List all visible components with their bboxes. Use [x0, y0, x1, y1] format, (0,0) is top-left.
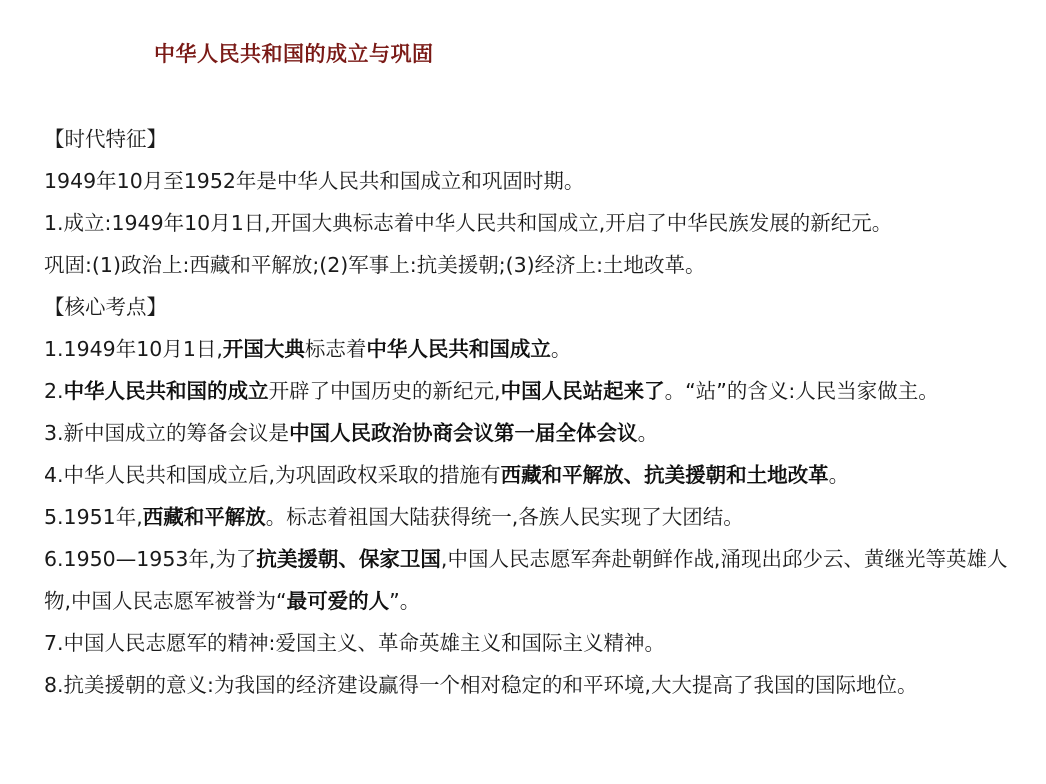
text: 。标志着祖国大陆获得统一,各族人民实现了大团结。 [265, 505, 744, 529]
text: 1.1949年10月1日, [44, 337, 223, 361]
era-paragraph-3: 巩固:(1)政治上:西藏和平解放;(2)军事上:抗美援朝;(3)经济上:土地改革。 [44, 253, 706, 277]
keypoint-6 [44, 538, 1029, 622]
text: 3.新中国成立的筹备会议是 [44, 421, 290, 445]
keypoint-8: 8.抗美援朝的意义:为我国的经济建设赢得一个相对稳定的和平环境,大大提高了我国的国际地位。 [44, 673, 918, 697]
text: 6.1950—1953年,为了 [44, 547, 257, 571]
page-title: 中华人民共和国的成立与巩固 [154, 42, 434, 66]
bold-text: 中华人民共和国的成立 [63, 379, 269, 403]
keypoint-3 [44, 412, 1029, 454]
bold-text: 中国人民政治协商会议第一届全体会议 [289, 421, 638, 445]
bold-text: 最可爱的人 [286, 589, 390, 613]
era-paragraph-2: 1.成立:1949年10月1日,开国大典标志着中华人民共和国成立,开启了中华民族发展的新纪元。 [44, 211, 893, 235]
section-heading-era: 【时代特征】 [44, 127, 167, 151]
text: ”。 [389, 589, 421, 613]
bold-text: 中国人民站起来了 [500, 379, 665, 403]
text: 。 [550, 337, 572, 361]
era-paragraph-1: 1949年10月至1952年是中华人民共和国成立和巩固时期。 [44, 169, 585, 193]
text: 4.中华人民共和国成立后,为巩固政权采取的措施有 [44, 463, 501, 487]
text: 标志着 [304, 337, 367, 361]
keypoint-4 [44, 454, 1029, 496]
bold-text: 抗美援朝、保家卫国 [256, 547, 441, 571]
bold-text: 西藏和平解放、抗美援朝和土地改革 [500, 463, 829, 487]
keypoint-7: 7.中国人民志愿军的精神:爱国主义、革命英雄主义和国际主义精神。 [44, 631, 665, 655]
section-heading-keypoints: 【核心考点】 [44, 295, 167, 319]
keypoint-1 [44, 328, 1029, 370]
text: 开辟了中国历史的新纪元, [268, 379, 501, 403]
document-body [44, 118, 1029, 706]
text: 。 [828, 463, 850, 487]
keypoint-5 [44, 496, 1029, 538]
text: 。 [637, 421, 659, 445]
text: 。“站”的含义:人民当家做主。 [664, 379, 939, 403]
bold-text: 开国大典 [222, 337, 305, 361]
bold-text: 西藏和平解放 [142, 505, 266, 529]
text: 2. [44, 379, 64, 403]
keypoint-2 [44, 370, 1029, 412]
bold-text: 中华人民共和国成立 [366, 337, 551, 361]
text: ,中国人民志愿军奔赴朝鲜作战,涌现出邱少云、黄继光等英雄人物,中国人民志愿军被誉为“ [44, 547, 1008, 613]
text: 5.1951年, [44, 505, 143, 529]
